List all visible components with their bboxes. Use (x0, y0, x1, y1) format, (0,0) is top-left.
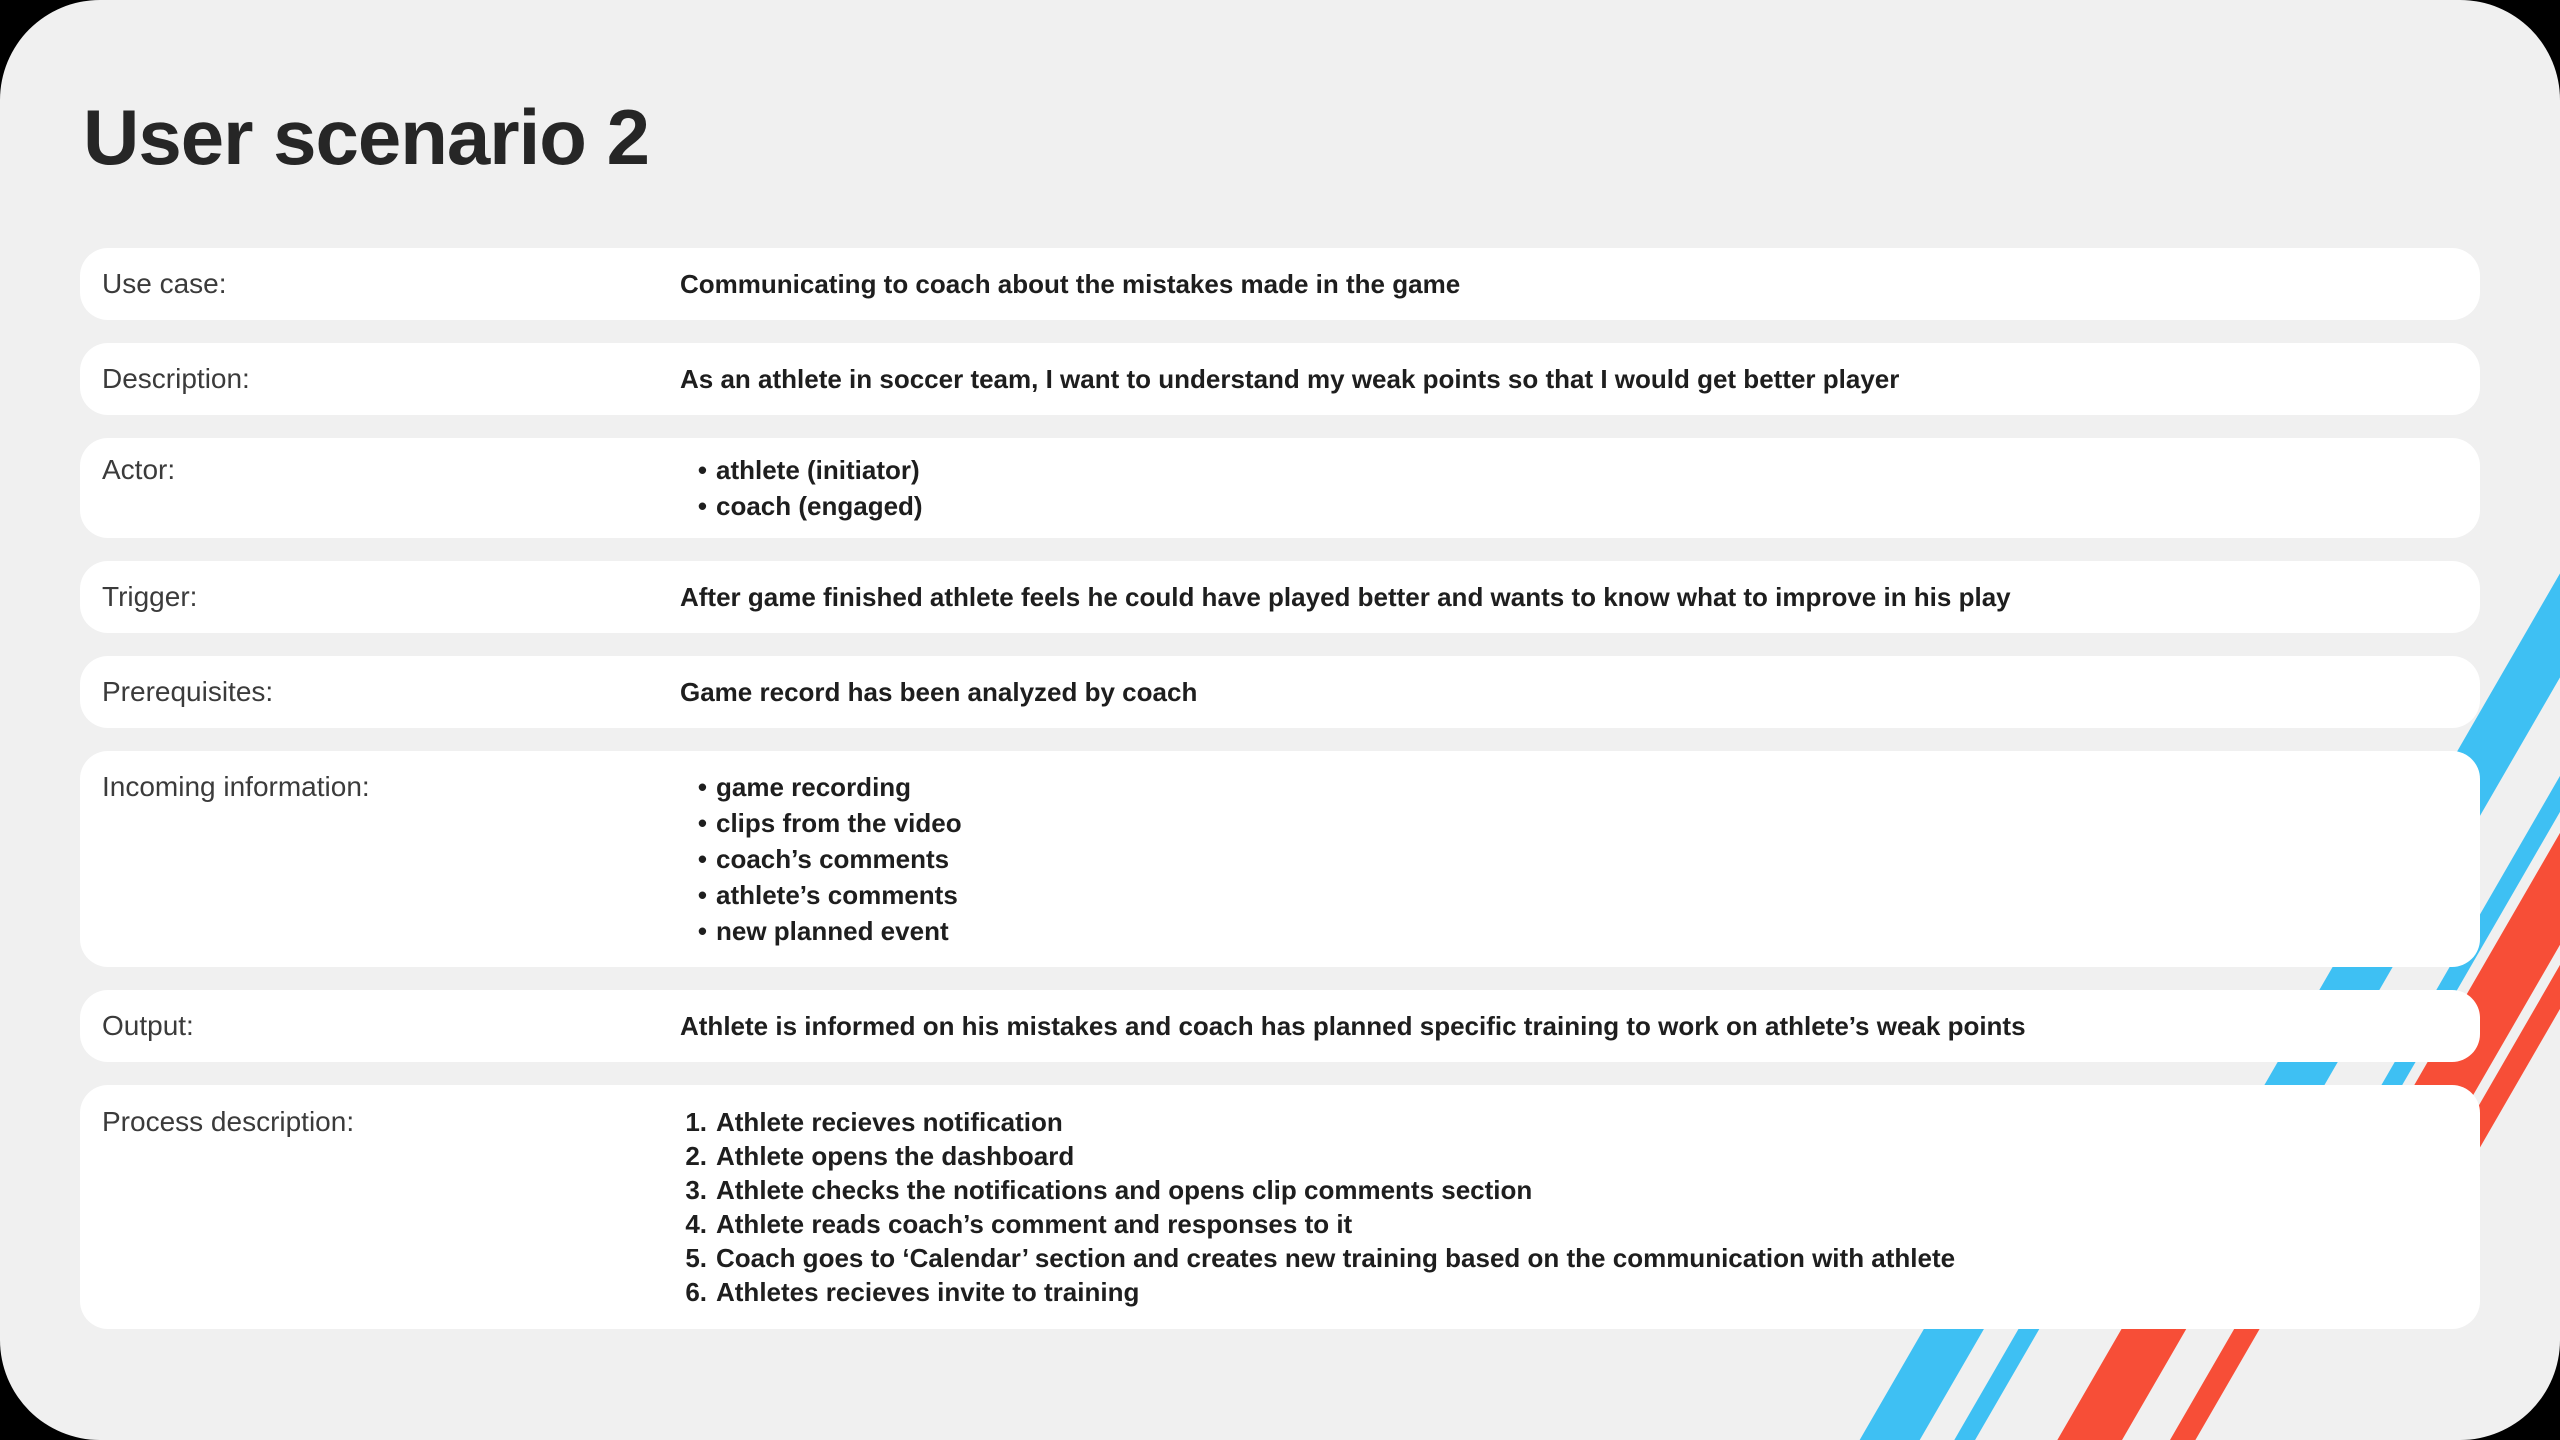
list-item-text: clips from the video (716, 808, 962, 838)
bullet-marker: • (697, 772, 707, 802)
row-prerequisites (80, 656, 2480, 728)
list-item-text: new planned event (716, 916, 949, 946)
process-steps-list (680, 1105, 2440, 1309)
row-value (680, 452, 2480, 524)
list-item-text: game recording (716, 772, 912, 802)
list-item (680, 488, 2440, 524)
row-trigger (80, 561, 2480, 633)
list-item (680, 1241, 2440, 1275)
row-label: Output: (102, 1010, 194, 1041)
number-marker: 6. (685, 1277, 707, 1307)
row-value (680, 769, 2480, 949)
list-item-text: Coach goes to ‘Calendar’ section and creates new training based on the communication with athlete (716, 1243, 1956, 1273)
list-item (680, 452, 2440, 488)
row-value: After game finished athlete feels he could have played better and wants to know what to improve in his play (680, 582, 2011, 612)
number-marker: 3. (685, 1175, 707, 1205)
row-actor (80, 438, 2480, 538)
row-value (680, 1105, 2480, 1309)
page-title: User scenario 2 (83, 93, 650, 181)
number-marker: 2. (685, 1141, 707, 1171)
list-item-text: athlete’s comments (716, 880, 958, 910)
row-label: Prerequisites: (102, 676, 274, 707)
actor-list (680, 452, 2440, 524)
list-item (680, 769, 2440, 805)
number-marker: 4. (685, 1209, 707, 1239)
bullet-marker: • (697, 916, 707, 946)
list-item (680, 913, 2440, 949)
number-marker: 5. (685, 1243, 707, 1273)
row-label: Process description: (102, 1106, 355, 1137)
incoming-information-list (680, 769, 2440, 949)
list-item-text: Athlete checks the notifications and opens clip comments section (716, 1175, 1533, 1205)
row-value: Athlete is informed on his mistakes and coach has planned specific training to work on athlete’s weak points (680, 1011, 2026, 1041)
bullet-marker: • (697, 455, 707, 485)
list-item-text: coach’s comments (716, 844, 950, 874)
list-item (680, 1105, 2440, 1139)
row-incoming-information (80, 751, 2480, 967)
bullet-marker: • (697, 808, 707, 838)
list-item (680, 805, 2440, 841)
row-process-description (80, 1085, 2480, 1329)
list-item-text: Athletes recieves invite to training (716, 1277, 1140, 1307)
list-item (680, 841, 2440, 877)
row-value: As an athlete in soccer team, I want to understand my weak points so that I would get better player (680, 364, 1900, 394)
row-label: Trigger: (102, 581, 198, 612)
list-item-text: coach (engaged) (716, 491, 923, 521)
list-item (680, 1207, 2440, 1241)
list-item-text: Athlete opens the dashboard (716, 1141, 1075, 1171)
number-marker: 1. (685, 1107, 707, 1137)
row-label: Use case: (102, 268, 227, 299)
row-use-case (80, 248, 2480, 320)
list-item (680, 877, 2440, 913)
row-label: Incoming information: (102, 771, 370, 802)
bullet-marker: • (697, 844, 707, 874)
bullet-marker: • (697, 880, 707, 910)
row-description (80, 343, 2480, 415)
list-item-text: athlete (initiator) (716, 455, 920, 485)
row-value: Communicating to coach about the mistakes made in the game (680, 269, 1461, 299)
row-output (80, 990, 2480, 1062)
list-item-text: Athlete reads coach’s comment and responses to it (716, 1209, 1353, 1239)
list-item-text: Athlete recieves notification (716, 1107, 1063, 1137)
row-label: Description: (102, 363, 250, 394)
scenario-table (80, 248, 2480, 1329)
list-item (680, 1275, 2440, 1309)
row-value: Game record has been analyzed by coach (680, 677, 1198, 707)
bullet-marker: • (697, 491, 707, 521)
list-item (680, 1173, 2440, 1207)
list-item (680, 1139, 2440, 1173)
row-label: Actor: (102, 454, 176, 485)
